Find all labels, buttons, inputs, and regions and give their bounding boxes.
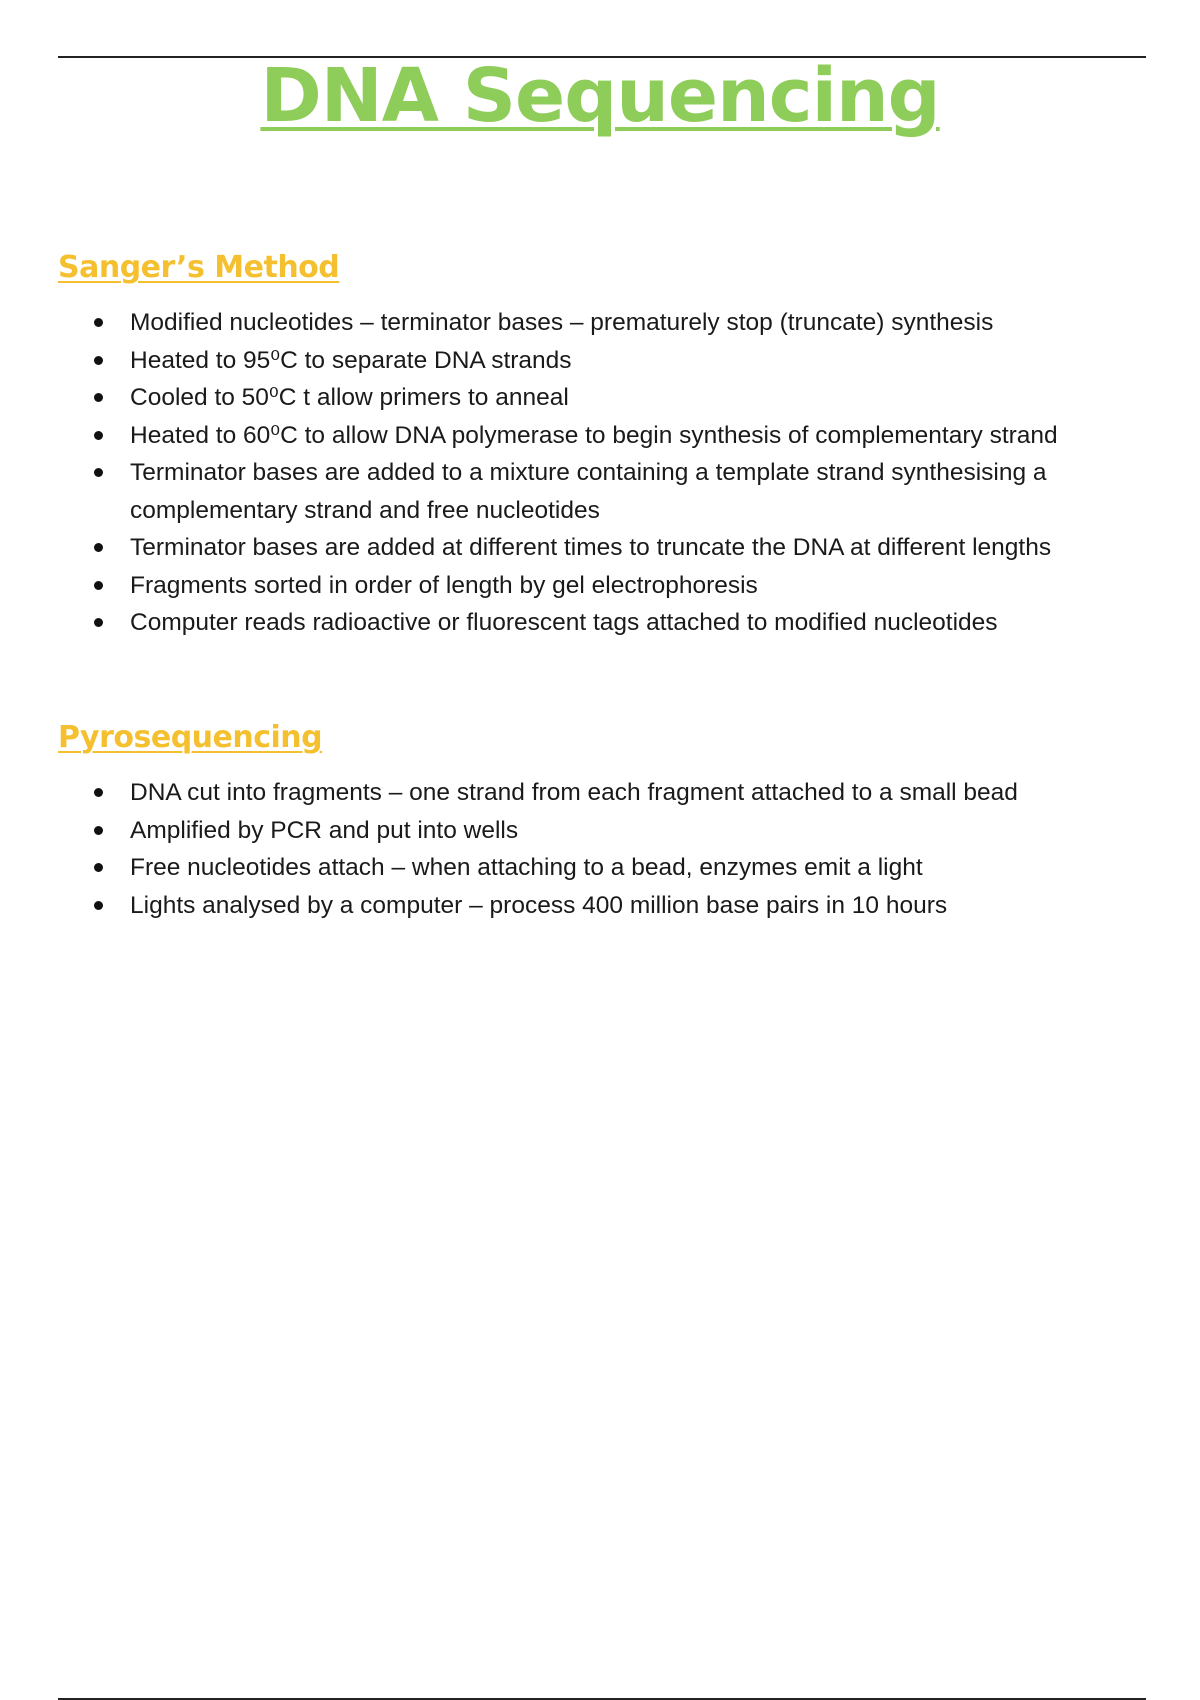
bullet-icon bbox=[94, 901, 103, 910]
list-item bbox=[58, 567, 1148, 605]
list-item-text: Fragments sorted in order of length by gel electrophoresis bbox=[130, 571, 758, 599]
list-item-text: Cooled to 50⁰C t allow primers to anneal bbox=[130, 384, 569, 411]
list-item bbox=[58, 529, 1148, 567]
section-heading: Sanger’s Method bbox=[58, 250, 340, 285]
list-item-text: Free nucleotides attach – when attaching to a bead, enzymes emit a light bbox=[130, 854, 923, 881]
bullet-list bbox=[58, 774, 1148, 924]
list-item bbox=[58, 417, 1148, 455]
document-title: DNA Sequencing bbox=[260, 53, 940, 139]
bullet-icon bbox=[94, 788, 103, 797]
list-item bbox=[58, 304, 1148, 342]
list-item bbox=[58, 887, 1148, 925]
bullet-icon bbox=[94, 543, 103, 552]
list-item-text: Heated to 95⁰C to separate DNA strands bbox=[130, 346, 572, 374]
bullet-icon bbox=[94, 468, 103, 477]
bullet-list bbox=[58, 304, 1148, 642]
section-sangers-method bbox=[58, 246, 1148, 642]
bullet-icon bbox=[94, 318, 103, 327]
list-item bbox=[58, 849, 1148, 887]
list-item-text: Terminator bases are added at different times to truncate the DNA at different lengths bbox=[130, 534, 1052, 561]
bullet-icon bbox=[94, 618, 103, 627]
bullet-icon bbox=[94, 393, 103, 402]
bullet-icon bbox=[94, 863, 103, 872]
list-item bbox=[58, 379, 1148, 417]
bullet-icon bbox=[94, 431, 103, 440]
list-item-text: Lights analysed by a computer – process 400 million base pairs in 10 hours bbox=[130, 891, 948, 919]
section-heading: Pyrosequencing bbox=[58, 720, 323, 755]
list-item bbox=[58, 342, 1148, 380]
list-item bbox=[58, 812, 1148, 850]
list-item bbox=[58, 454, 1148, 529]
list-item bbox=[58, 774, 1148, 812]
bullet-icon bbox=[94, 581, 103, 590]
list-item bbox=[58, 604, 1148, 642]
bullet-icon bbox=[94, 826, 103, 835]
list-item-text: Amplified by PCR and put into wells bbox=[130, 816, 519, 844]
list-item-text: Modified nucleotides – terminator bases – prematurely stop (truncate) synthesis bbox=[130, 309, 994, 336]
list-item-text: Terminator bases are added to a mixture containing a template strand synthesising a complementary strand and free nucleotides bbox=[130, 459, 1047, 524]
list-item-text: DNA cut into fragments – one strand from each fragment attached to a small bead bbox=[130, 779, 1018, 806]
bullet-icon bbox=[94, 356, 103, 365]
list-item-text: Computer reads radioactive or fluorescent tags attached to modified nucleotides bbox=[130, 609, 998, 636]
list-item-text: Heated to 60⁰C to allow DNA polymerase to begin synthesis of complementary strand bbox=[130, 421, 1058, 449]
section-pyrosequencing bbox=[58, 716, 1148, 924]
